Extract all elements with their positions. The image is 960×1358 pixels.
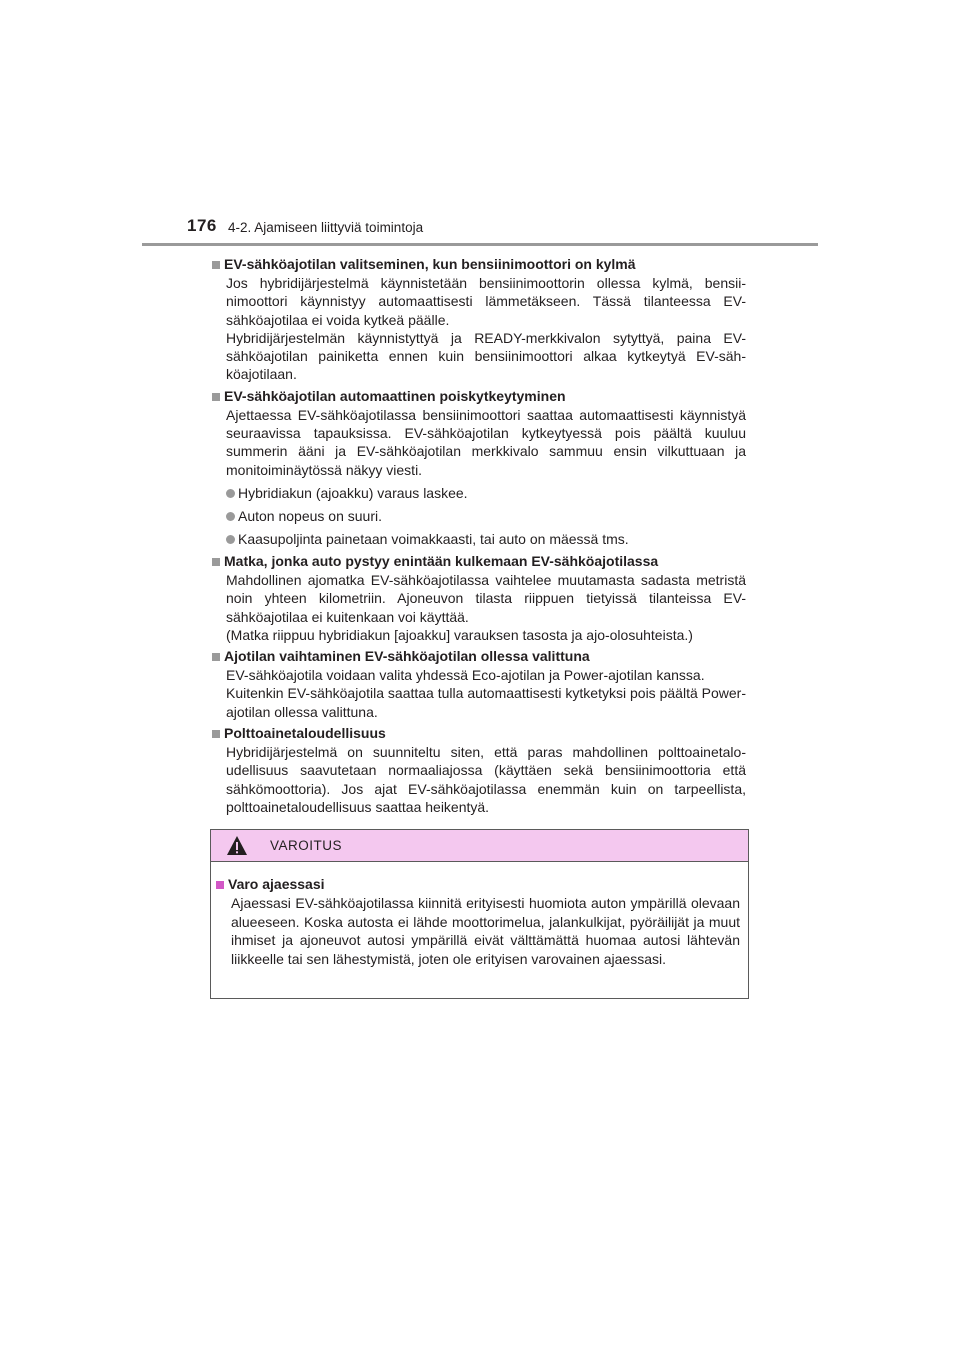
paragraph: Jos hybridijärjestelmä käynnistetään bensiinimoottorin ollessa kylmä, bensiinimoottori käynnistyy automaattisesti lämmetäkseen. Tässä tilanteessa EV-sähköajotilaa ei voida kytkeä päälle. <box>226 275 746 328</box>
section-body <box>226 571 746 644</box>
section-ev-cold-engine <box>212 255 746 384</box>
chapter-title: 4-2. Ajamiseen liittyviä toimintoja <box>228 220 424 235</box>
section-body <box>226 406 746 479</box>
list-item: Kaasupoljinta painetaan voimakkaasti, tai auto on mäessä tms. <box>226 530 746 548</box>
paragraph: Kuitenkin EV-sähköajotila saattaa tulla automaattisesti kytketyksi pois päältä Power-ajotilan ollessa valittuna. <box>226 685 746 720</box>
warning-box <box>210 829 749 999</box>
page-number: 176 <box>187 216 217 235</box>
square-bullet-icon <box>216 881 224 889</box>
warning-body <box>211 862 748 968</box>
list-item: Auton nopeus on suuri. <box>226 507 746 525</box>
warning-subtitle: Varo ajaessasi <box>216 875 740 894</box>
paragraph: EV-sähköajotila voidaan valita yhdessä Eco-ajotilan ja Power-ajotilan kanssa. <box>226 667 705 684</box>
section-body <box>226 666 746 721</box>
section-body <box>226 743 746 816</box>
circle-bullet-icon <box>226 512 235 521</box>
section-ev-range <box>212 552 746 644</box>
section-title: Matka, jonka auto pystyy enintään kulkemaan EV-sähköajotilassa <box>212 552 746 571</box>
warning-header <box>211 830 748 862</box>
section-drive-mode-switch <box>212 647 746 721</box>
section-title: Ajotilan vaihtaminen EV-sähköajotilan ollessa valittuna <box>212 647 746 666</box>
square-bullet-icon <box>212 558 220 566</box>
square-bullet-icon <box>212 653 220 661</box>
warning-triangle-icon <box>226 835 248 857</box>
main-content <box>212 255 746 819</box>
circle-bullet-icon <box>226 489 235 498</box>
section-title: EV-sähköajotilan valitseminen, kun bensiinimoottori on kylmä <box>212 255 746 274</box>
square-bullet-icon <box>212 730 220 738</box>
paragraph: Hybridijärjestelmä on suunniteltu siten, että paras mahdollinen polttoainetaloudellisuus saavutetaan normaaliajossa (käyttäen sekä bensiinimoottoria että sähkömoottoria). Jos ajat EV-sähköajotilassa enemmän kuin on tarpeellista, polttoainetaloudellisuus saattaa heikentyä. <box>226 744 746 815</box>
warning-text: Ajaessasi EV-sähköajotilassa kiinnitä erityisesti huomiota auton ympärillä olevaan alueeseen. Koska autosta ei lähde moottorimelua, jalankulkijat, pyöräilijät ja muut ihmiset ja ajoneuvot autosi ympärillä eivät välttämättä huomaa autosi lähtevän liikkeelle tai sen lähestymistä, joten ole erityisen varovainen ajaessasi. <box>231 895 740 967</box>
bullet-list <box>212 484 746 548</box>
section-fuel-economy <box>212 724 746 816</box>
circle-bullet-icon <box>226 535 235 544</box>
paragraph: Ajettaessa EV-sähköajotilassa bensiinimoottori saattaa automaattisesti käynnistyä seuraavissa tapauksissa. EV-sähköajotilan kytkeytyessä pois päältä kuuluu summerin ääni ja EV-sähköajotilan merkkivalo sammuu ensin vilkuttuaan ja monitoiminäytössä näkyy viesti. <box>226 406 746 478</box>
list-item: Hybridiakun (ajoakku) varaus laskee. <box>226 484 746 502</box>
section-title: Polttoainetaloudellisuus <box>212 724 746 743</box>
square-bullet-icon <box>212 261 220 269</box>
header-divider <box>142 243 818 246</box>
square-bullet-icon <box>212 393 220 401</box>
paragraph: Mahdollinen ajomatka EV-sähköajotilassa vaihtelee muutamasta sadasta metristä noin yhteen kilometriin. Ajoneuvon tilasta riippuen tietyissä tilanteissa EV-sähköajotilaa ei kuitenkaan voi käyttää. <box>226 571 746 625</box>
paragraph: (Matka riippuu hybridiakun [ajoakku] varauksen tasosta ja ajo-olosuhteista.) <box>226 626 693 643</box>
warning-title: VAROITUS <box>270 838 343 853</box>
section-body <box>226 274 746 384</box>
section-title: EV-sähköajotilan automaattinen poiskytkeytyminen <box>212 387 746 406</box>
paragraph: Hybridijärjestelmän käynnistyttyä ja READY-merkkivalon sytyttyä, paina EV-sähköajotilan painiketta ennen kuin bensiinimoottori alkaa kytkeytyä EV-sähköajotilaan. <box>226 329 746 383</box>
section-ev-auto-off <box>212 387 746 548</box>
